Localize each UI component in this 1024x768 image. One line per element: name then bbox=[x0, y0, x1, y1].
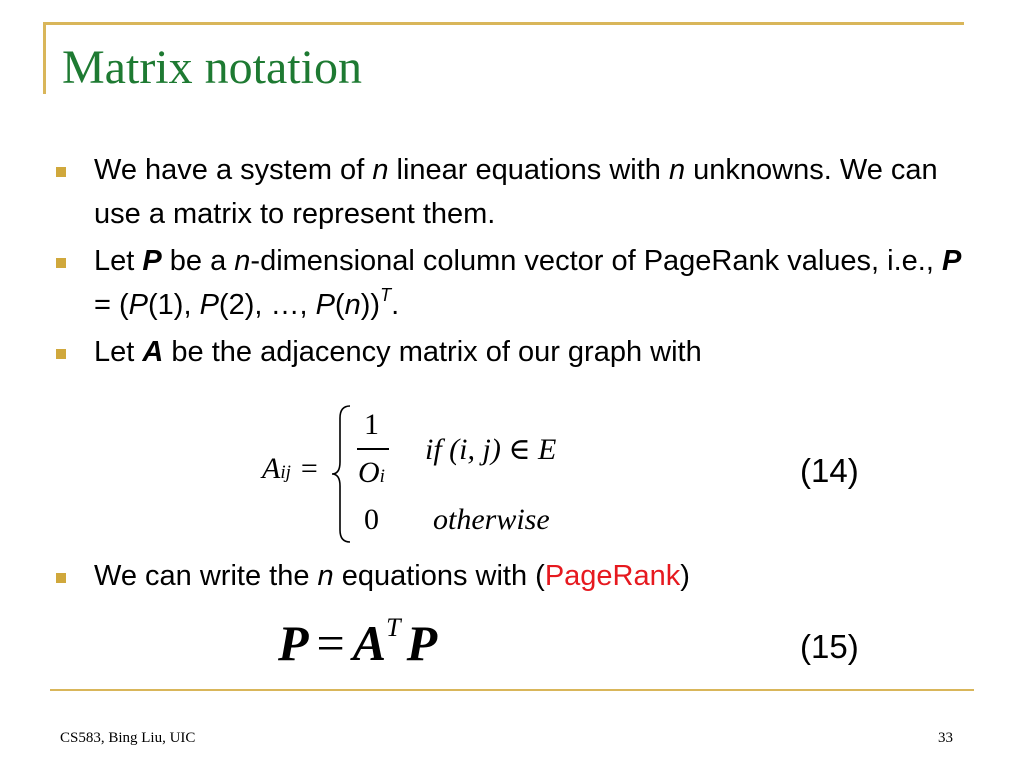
var-P-bold: P bbox=[142, 245, 162, 277]
bullet-text: ) bbox=[680, 560, 690, 592]
equation-15 bbox=[278, 614, 437, 672]
var-n: n bbox=[234, 245, 251, 277]
bullet-text: = ( bbox=[94, 289, 129, 321]
bullet-text: Let bbox=[94, 245, 143, 277]
bullet-text: equations with ( bbox=[333, 560, 545, 592]
equation-14 bbox=[250, 400, 610, 550]
bullet-adjacency-matrix bbox=[54, 330, 984, 374]
bullet-text: -dimensional column vector of PageRank values, i.e., bbox=[250, 245, 942, 277]
bullet-text: Let bbox=[94, 336, 143, 368]
transpose-superscript: T bbox=[380, 285, 392, 306]
eq14-fraction-numerator: 1 bbox=[364, 408, 379, 441]
eq15-matrix: A bbox=[352, 615, 387, 671]
var-P: P bbox=[199, 289, 219, 321]
bullet-text: (2), …, bbox=[218, 289, 316, 321]
eq14-lhs-subscript: ij bbox=[280, 462, 291, 483]
var-P-bold: P bbox=[941, 245, 962, 277]
eq14-condition-edge: if (i, j) ∈ E bbox=[425, 433, 557, 466]
eq14-lhs-symbol: A bbox=[262, 452, 281, 485]
bullet-text: linear equations with bbox=[388, 154, 669, 186]
eq14-denominator-subscript: i bbox=[379, 466, 385, 487]
var-P: P bbox=[315, 289, 335, 321]
eq15-transpose: T bbox=[386, 613, 401, 643]
eq14-fraction-bar bbox=[357, 448, 389, 450]
eq14-denominator-symbol: O bbox=[358, 456, 380, 489]
bullet-system-of-equations bbox=[54, 148, 984, 236]
eq14-lhs bbox=[262, 452, 318, 486]
bullet-text: We have a system of bbox=[94, 154, 373, 186]
eq14-equals: = bbox=[300, 452, 318, 485]
var-n: n bbox=[317, 560, 334, 592]
bullet-text: (1), bbox=[148, 289, 200, 321]
left-rule bbox=[43, 22, 46, 94]
var-n: n bbox=[344, 289, 361, 321]
left-brace-icon bbox=[330, 404, 352, 544]
bullet-text: unknowns. We can use a matrix to represent them. bbox=[94, 154, 938, 230]
bullet-text: . bbox=[391, 289, 400, 321]
var-n: n bbox=[372, 154, 389, 186]
footer-course: CS583, Bing Liu, UIC bbox=[60, 730, 196, 746]
eq15-equals: = bbox=[316, 615, 345, 671]
footer-rule bbox=[50, 689, 974, 691]
var-A-bold: A bbox=[142, 336, 164, 368]
bullet-text: We can write the bbox=[94, 560, 318, 592]
top-rule bbox=[43, 22, 964, 25]
eq14-fraction-denominator bbox=[358, 456, 385, 490]
bullet-text: be a bbox=[161, 245, 235, 277]
var-n: n bbox=[668, 154, 686, 186]
bullet-text: )) bbox=[360, 289, 381, 321]
eq14-case-zero: 0 bbox=[364, 503, 379, 536]
bullet-text: be the adjacency matrix of our graph with bbox=[163, 336, 702, 368]
bullet-text: ( bbox=[334, 289, 345, 321]
eq14-condition-otherwise: otherwise bbox=[433, 503, 550, 536]
page-number: 33 bbox=[938, 730, 953, 746]
equation-number-14: (14) bbox=[800, 452, 859, 489]
equation-number-15: (15) bbox=[800, 628, 859, 665]
pagerank-highlight: PageRank bbox=[544, 560, 681, 592]
bullet-write-equations bbox=[54, 554, 994, 598]
eq15-rhs: P bbox=[406, 615, 438, 671]
eq15-lhs: P bbox=[278, 615, 309, 671]
var-P: P bbox=[128, 289, 148, 321]
slide-title: Matrix notation bbox=[62, 41, 362, 94]
bullet-pagerank-vector bbox=[54, 239, 984, 327]
